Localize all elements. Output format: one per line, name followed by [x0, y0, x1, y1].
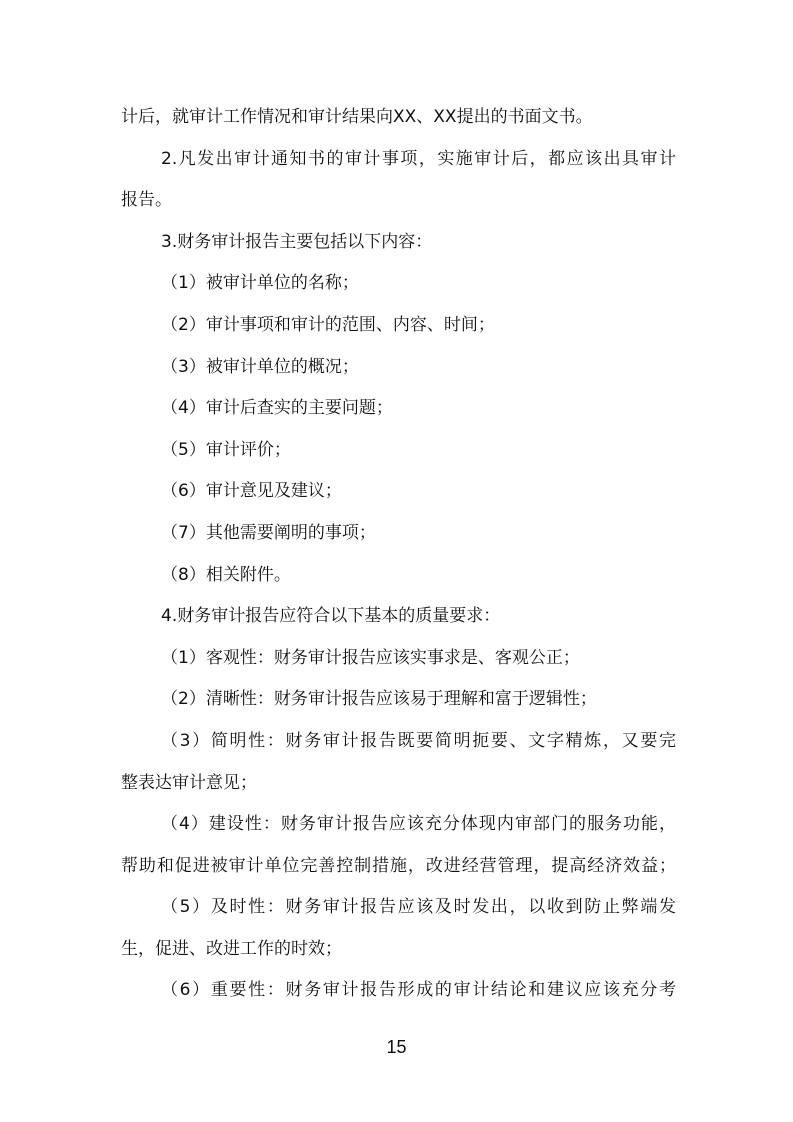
list-item: （4）建设性：财务审计报告应该充分体现内审部门的服务功能，: [161, 814, 676, 835]
list-item: （8）相关附件。: [161, 564, 291, 585]
list-item: （3）简明性：财务审计报告既要简明扼要、文字精炼，又要完: [161, 730, 676, 751]
list-item: （2）清晰性：财务审计报告应该易于理解和富于逻辑性；: [161, 689, 597, 710]
text-line: 生，促进、改进工作的时效；: [121, 938, 342, 959]
list-item: （6）重要性：财务审计报告形成的审计结论和建议应该充分考: [161, 980, 676, 1001]
list-item: （3）被审计单位的概况；: [161, 356, 359, 377]
body-text: [121, 97, 676, 1012]
list-item: （5）及时性：财务审计报告应该及时发出，以收到防止弊端发: [161, 897, 676, 918]
list-item: （1）被审计单位的名称；: [161, 273, 359, 294]
list-item: （2）审计事项和审计的范围、内容、时间；: [161, 314, 495, 335]
list-item: （7）其他需要阐明的事项；: [161, 522, 376, 543]
section-heading: 3.财务审计报告主要包括以下内容：: [161, 231, 433, 252]
text-line: 报告。: [121, 190, 172, 211]
text-line: 帮助和促进被审计单位完善控制措施，改进经营管理，提高经济效益；: [121, 855, 676, 876]
text-line: 整表达审计意见；: [121, 772, 257, 793]
list-item: （5）审计评价；: [161, 439, 291, 460]
page-number: 15: [386, 1037, 407, 1057]
list-item: （4）审计后查实的主要问题；: [161, 398, 393, 419]
text-line: 计后，就审计工作情况和审计结果向XX、XX提出的书面文书。: [121, 107, 593, 127]
list-item: （1）客观性：财务审计报告应该实事求是、客观公正；: [161, 647, 580, 668]
text-line: 2.凡发出审计通知书的审计事项，实施审计后，都应该出具审计: [161, 148, 676, 169]
list-item: （6）审计意见及建议；: [161, 481, 342, 502]
section-heading: 4.财务审计报告应符合以下基本的质量要求：: [161, 606, 501, 627]
